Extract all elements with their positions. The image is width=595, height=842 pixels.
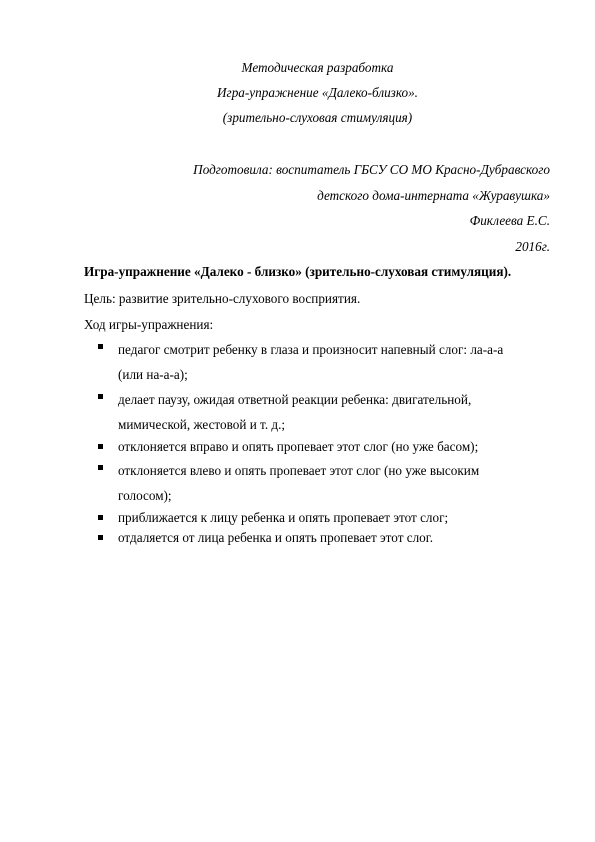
square-bullet-icon (98, 515, 103, 520)
square-bullet-icon (98, 394, 103, 399)
author-line-4: 2016г. (515, 238, 550, 254)
document-header (0, 55, 595, 130)
list-item (98, 337, 528, 387)
list-item (98, 528, 528, 549)
list-item-line-2: мимической, жестовой и т. д.; (118, 417, 286, 432)
square-bullet-icon (98, 444, 103, 449)
list-item-line-1: отклоняется влево и опять пропевает этот слог (но уже высоким (118, 462, 480, 478)
list-item-line-1: педагог смотрит ребенку в глаза и произносит напевный слог: ла-а-а (118, 342, 504, 357)
goal-text: Цель: развитие зрительно-слухового восприятия. (84, 291, 361, 306)
list-item-line-1: делает паузу, ожидая ответной реакции ребенка: двигательной, (118, 392, 472, 407)
list-item (98, 458, 528, 508)
square-bullet-icon (98, 535, 103, 540)
header-line-2: Игра-упражнение «Далеко-близко». (217, 85, 418, 100)
list-item-line-2: (или на-а-а); (118, 367, 188, 382)
header-line-3: (зрительно-слуховая стимуляция) (222, 110, 413, 125)
header-line-1: Методическая разработка (241, 60, 394, 75)
list-item-line-2: голосом); (118, 487, 172, 503)
list-item (98, 437, 528, 458)
author-block (70, 157, 550, 259)
square-bullet-icon (98, 465, 103, 470)
author-line-2: детского дома-интерната «Журавушка» (317, 187, 550, 203)
list-item (98, 508, 528, 529)
list-item-line-1: приближается к лицу ребенка и опять пропевает этот слог; (118, 509, 449, 525)
steps-list (98, 337, 528, 549)
square-bullet-icon (98, 344, 103, 349)
course-heading: Ход игры-упражнения: (84, 317, 214, 332)
list-item-line-1: отклоняется вправо и опять пропевает этот слог (но уже басом); (118, 439, 479, 454)
list-item-line-1: отдаляется от лица ребенка и опять пропевает этот слог. (118, 530, 433, 545)
author-line-1: Подготовила: воспитатель ГБСУ СО МО Красно-Дубравского (193, 162, 550, 177)
list-item (98, 387, 528, 437)
author-line-3: Фиклеева Е.С. (469, 213, 550, 228)
exercise-title: Игра-упражнение «Далеко - близко» (зрительно-слуховая стимуляция). (84, 264, 512, 279)
